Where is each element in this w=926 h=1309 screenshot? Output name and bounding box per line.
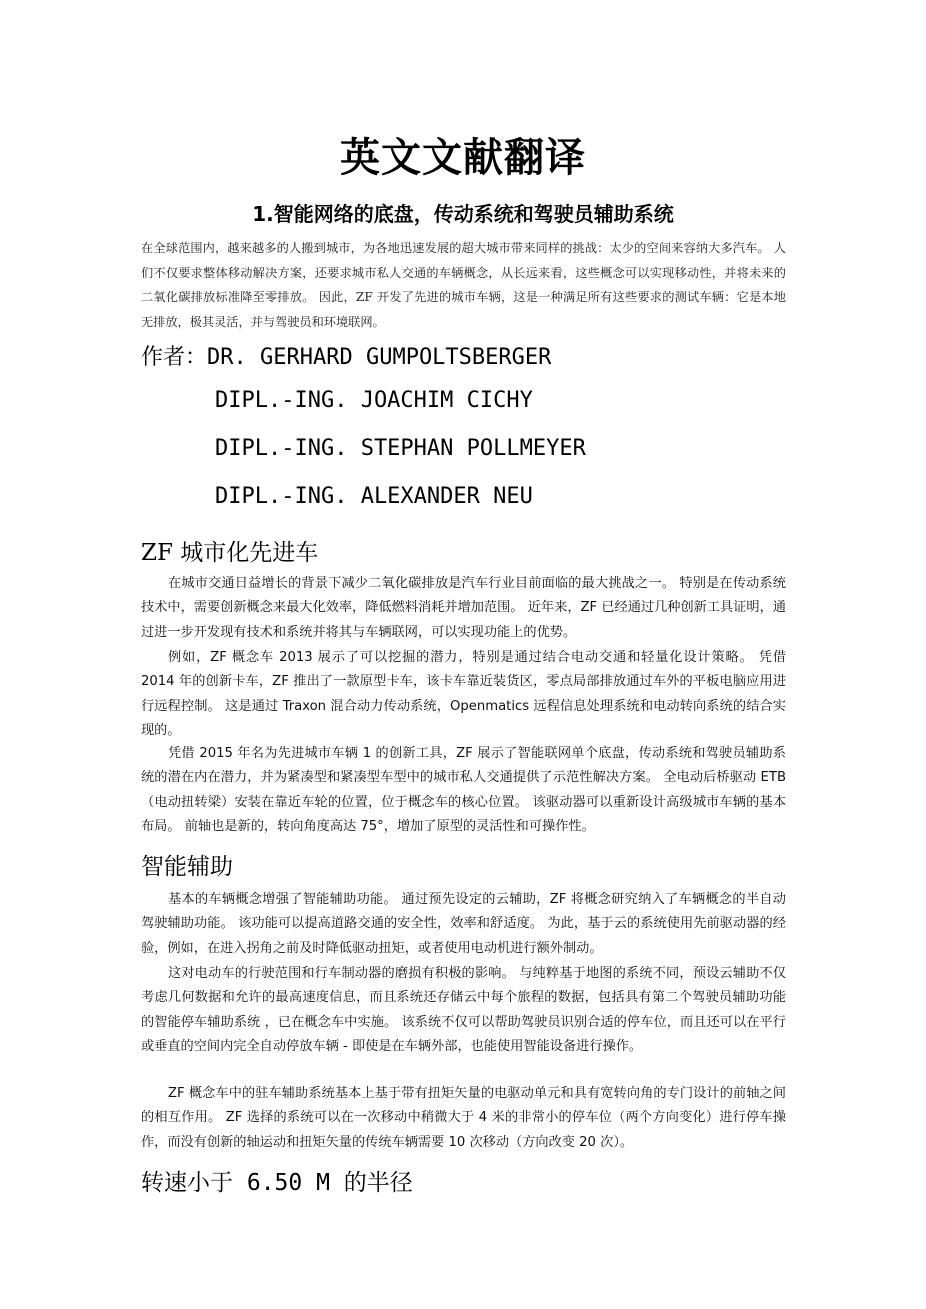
author-name: DR. GERHARD GUMPOLTSBERGER [207,345,552,370]
body-paragraph: 在城市交通日益增长的背景下减少二氧化碳排放是汽车行业目前面临的最大挑战之一。 特别是在传动系统技术中，需要创新概念来最大化效率，降低燃料消耗并增加范围。 近年来，ZF 已经通过几种创新工具证明，通过进一步开发现有技术和系统并将其与车辆联网，可以实现功能上的优势。 [141,576,786,640]
body-paragraph: 基本的车辆概念增强了智能辅助功能。 通过预先设定的云辅助，ZF 将概念研究纳入了车辆概念的半自动驾驶辅助功能。 该功能可以提高道路交通的安全性，效率和舒适度。 为此，基于云的系统使用先前驱动器的经验，例如，在进入拐角之前及时降低驱动扭矩，或者使用电动机进行额外制动。 [141,892,786,956]
section-heading: 转速小于 6.50 M 的半径 [141,1170,413,1196]
body-paragraph: 这对电动车的行驶范围和行车制动器的磨损有积极的影响。 与纯粹基于地图的系统不同，预设云辅助不仅考虑几何数据和允许的最高速度信息，而且系统还存储云中每个旅程的数据，包括具有第二个驾驶员辅助功能的智能停车辅助系统 ，已在概念车中实施。 该系统不仅可以帮助驾驶员识别合适的停车位，而且还可以在平行或垂直的空间内完全自动停放车辆 - 即使是在车辆外部，也能使用智能设备进行操作。 [141,966,786,1055]
author-name: DIPL.-ING. ALEXANDER NEU [215,484,533,509]
author-label: 作者： [141,345,208,370]
section-heading: 智能辅助 [141,854,233,880]
author-name: DIPL.-ING. JOACHIM CICHY [215,388,533,413]
abstract-paragraph: 在全球范围内，越来越多的人搬到城市，为各地迅速发展的超大城市带来同样的挑战：太少的空间来容纳大多汽车。 人们不仅要求整体移动解决方案，还要求城市私人交通的车辆概念，从长远来看，这些概念可以实现移动性，并将未来的二氧化碳排放标准降至零排放。 因此，ZF 开发了先进的城市车辆，这是一种满足所有这些要求的测试车辆：它是本地无排放，极其灵活，并与驾驶员和环境联网。 [141,241,786,329]
body-paragraph: 例如，ZF 概念车 2013 展示了可以挖掘的潜力，特别是通过结合电动交通和轻量化设计策略。 凭借 2014 年的创新卡车，ZF 推出了一款原型卡车，该卡车靠近装货区，零点局部排放通过车外的平板电脑应用进行远程控制。 这是通过 Traxon 混合动力传动系统，Openmatics 远程信息处理系统和电动转向系统的结合实现的。 [141,650,786,739]
article-title: 1.智能网络的底盘，传动系统和驾驶员辅助系统 [252,202,674,226]
body-paragraph: ZF 概念车中的驻车辅助系统基本上基于带有扭矩矢量的电驱动单元和具有宽转向角的专门设计的前轴之间的相互作用。 ZF 选择的系统可以在一次移动中稍微大于 4 米的非常小的停车位（两个方向变化）进行停车操作，而没有创新的轴运动和扭矩矢量的传统车辆需要 10 次移动（方向改变 20 次）。 [141,1086,786,1150]
author-name: DIPL.-ING. STEPHAN POLLMEYER [215,436,586,461]
author-line [141,340,551,371]
section-heading: ZF 城市化先进车 [141,540,319,566]
page-title: 英文文献翻译 [340,135,586,181]
body-paragraph: 凭借 2015 年名为先进城市车辆 1 的创新工具，ZF 展示了智能联网单个底盘，传动系统和驾驶员辅助系统的潜在内在潜力，并为紧凑型和紧凑型车型中的城市私人交通提供了示范性解决方案。 全电动后桥驱动 ETB（电动扭转梁）安装在靠近车轮的位置，位于概念车的核心位置。 该驱动器可以重新设计高级城市车辆的基本布局。 前轴也是新的，转向角度高达 75°，增加了原型的灵活性和可操作性。 [141,746,786,835]
